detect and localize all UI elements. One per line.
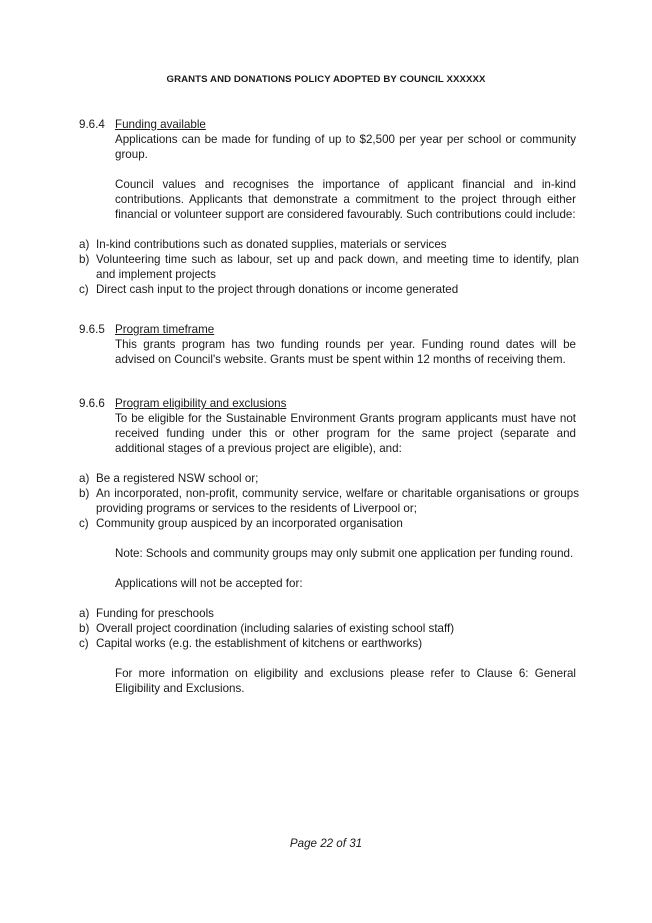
section-number: 9.6.6 — [79, 397, 105, 410]
section-title: Program timeframe — [115, 323, 215, 336]
section-title: Funding available — [115, 118, 206, 131]
list-item: a) Funding for preschools — [79, 607, 214, 620]
section-title: Program eligibility and exclusions — [115, 397, 287, 410]
section-program-timeframe — [79, 322, 579, 367]
list-item: b) Overall project coordination (including salaries of existing school staff) — [79, 622, 455, 635]
list-item: c) Direct cash input to the project through donations or income generated — [79, 283, 459, 296]
page-number: Page 22 of 31 — [289, 837, 363, 850]
paragraph: To be eligible for the Sustainable Environment Grants program applicants must have not received funding under this or other program for the same project (separate and additional stages of a previous project are eligible), and: — [115, 412, 576, 455]
list-item: b) Volunteering time such as labour, set up and pack down, and meeting time to identify, plan and implement projects — [79, 253, 579, 281]
exclusions-list — [79, 606, 579, 651]
paragraph: Council values and recognises the importance of applicant financial and in-kind contributions. Applicants that demonstrate a commitment to the project through either financial or volunteer support are considered favourably. Such contributions could include: — [115, 178, 576, 221]
paragraph: Applications will not be accepted for: — [115, 577, 303, 590]
section-number: 9.6.5 — [79, 323, 105, 336]
note-paragraph: Note: Schools and community groups may only submit one application per funding round. — [115, 547, 574, 560]
list-item: a) Be a registered NSW school or; — [79, 472, 259, 485]
paragraph: Applications can be made for funding of up to $2,500 per year per school or community group. — [115, 133, 576, 161]
section-funding-available — [79, 117, 579, 297]
paragraph: This grants program has two funding rounds per year. Funding round dates will be advised on Council's website. Grants must be spent within 12 months of receiving them. — [115, 338, 576, 366]
list-item: b) An incorporated, non-profit, community service, welfare or charitable organisations or groups providing programs or services to the residents of Liverpool or; — [79, 487, 579, 515]
section-program-eligibility — [79, 396, 579, 696]
contributions-list — [79, 237, 579, 297]
section-number: 9.6.4 — [79, 118, 105, 131]
list-item: c) Community group auspiced by an incorporated organisation — [79, 517, 403, 530]
paragraph: For more information on eligibility and exclusions please refer to Clause 6: General Eligibility and Exclusions. — [115, 667, 576, 695]
document-header: GRANTS AND DONATIONS POLICY ADOPTED BY COUNCIL XXXXXX — [166, 74, 486, 85]
list-item: a) In-kind contributions such as donated supplies, materials or services — [79, 238, 447, 251]
eligibility-list — [79, 471, 579, 531]
list-item: c) Capital works (e.g. the establishment of kitchens or earthworks) — [79, 637, 423, 650]
